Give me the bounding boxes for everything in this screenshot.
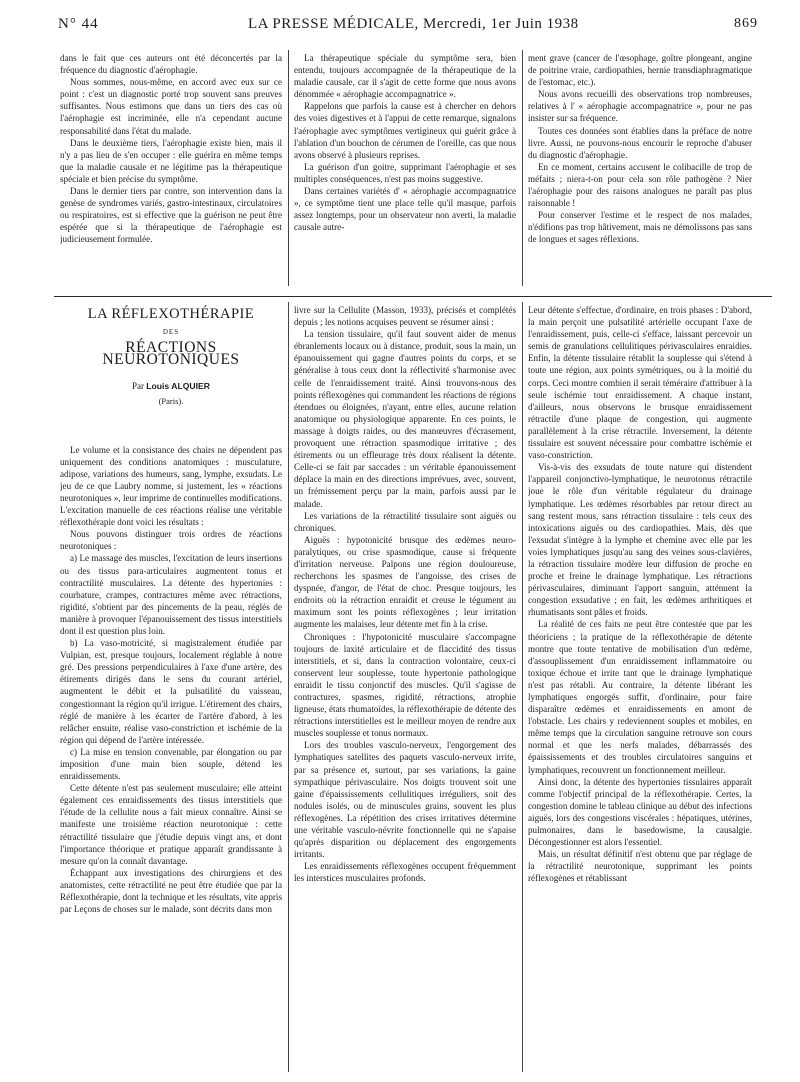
paragraph: Dans le dernier tiers par contre, son intervention dans la genèse de syndromes variés, gastro-intestinaux, circulatoires ou respiratoires, est si effective que la guérison ne peut être espérée que si la thérapeutique de l'aérophagie est judicieusement formulée. <box>60 186 282 245</box>
article-column-2 <box>294 304 516 1072</box>
column-rule <box>522 302 523 1072</box>
page-header <box>58 14 758 36</box>
article-title-line2: RÉACTIONS NEUROTONIQUES <box>102 339 240 369</box>
article-title-connector: DES <box>162 328 180 337</box>
author-location: (Paris). <box>158 396 184 407</box>
paragraph: Vis-à-vis des exsudats de toute nature qui distendent l'appareil conjonctivo-lymphatique, le neurotonus rétractile joue le rôle d'un véritable régulateur du drainage lymphatique. Les œdèmes résorbables par retour direct au sang restent mous, sans rétraction tissulaire : tels ceux des intoxications aiguës ou des cardiopathies. Mais, dès que l'exsudat s'intègre à la lymphe et chemine avec elle par les voies lymphatiques jusqu'au sang des veines sous-clavières, la rétraction tissulaire modère leur diffusion de proche en proche et freine le drainage lymphatique. Les rétractions périvasculaires, diminuant l'apport sanguin, atténuent la congestion exsudative ; en fait, les œdèmes arthritiques et rhumatisants sont pâles et froids. <box>528 462 752 618</box>
paragraph: Pour conserver l'estime et le respect de nos malades, n'édifions pas trop hâtivement, mais ne démolissons pas sans de longues et sages réflexions. <box>528 210 752 245</box>
section-divider <box>54 296 772 297</box>
column-rule <box>288 50 289 286</box>
paragraph: La thérapeutique spéciale du symptôme sera, bien entendu, toujours accompagnée de la thérapeutique de la maladie causale, car il s'agit de cette forme que nous avons dénommée « aérophagie accompagnatrice ». <box>294 53 516 100</box>
paragraph: Dans le deuxième tiers, l'aérophagie existe bien, mais il n'y a pas lieu de s'en occuper : elle guérira en même temps que la maladie causale et ne légitime pas la thérapeutique spéciale et bien précise du symptôme. <box>60 137 282 184</box>
paragraph: Le volume et la consistance des chairs ne dépendent pas uniquement des conditions anatomiques : musculature, adipose, variations des humeurs, sang, lymphe, exsudats. Le jeu de ce que Laubry nomme, si justement, les « réactions neurotoniques », leur imprime de continuelles modifications. L'excitation manuelle de ces réactions réalise une véritable réflexothérapie dont voici les résultats : <box>60 444 282 528</box>
paragraph: Chroniques : l'hypotonicité musculaire s'accompagne toujours de laxité articulaire et de flaccidité des tissus interstitiels, et si, dans la contraction volontaire, ceux-ci conservent leur souplesse, toute hypertonie pathologique enraidit le tissu conjonctif des muscles. Qu'il s'agisse de contractures, spasmes, rigidité, rétractions, atrophie ligneuse, états rhumatoïdes, la réflexothérapie de détente des rétractions interstitielles est le meilleur moyen de rendre aux muscles souplesse et tonus normaux. <box>294 631 516 739</box>
paragraph: dans le fait que ces auteurs ont été déconcertés par la fréquence du diagnostic d'aérophagie. <box>60 53 282 76</box>
paragraph: c) La mise en tension convenable, par élongation ou par imposition d'une main bien souple, détend les enraidissements. <box>60 746 282 782</box>
paragraph: a) Le massage des muscles, l'excitation de leurs insertions ou des tissus para-articulaires augmentent tonus et contractilité musculaires. La détente des hypertonies : courbature, crampes, contractures même avec rétractions, rigidité, s'obtient par des pincements de la peau, réglés de manière à provoquer l'épanouissement des tissus interstitiels dont il est question plus loin. <box>60 553 282 636</box>
article-title-block <box>60 308 282 408</box>
paragraph: Rappelons que parfois la cause est à chercher en dehors des voies digestives et à l'appui de cette remarque, signalons l'aérophagie avec symptômes vertigineux qui guérit grâce à l'ablation d'un bouchon de cérumen de l'oreille, cas que nous avons observé à plusieurs reprises. <box>294 101 516 160</box>
top-column-3 <box>528 52 752 292</box>
paragraph: ment grave (cancer de l'œsophage, goître plongeant, angine de poitrine vraie, cardiopathies, hernie transdiaphragmatique de l'estomac, etc.). <box>528 53 752 88</box>
paragraph: Toutes ces données sont établies dans la préface de notre livre. Aussi, ne pouvons-nous encourir le reproche d'abuser du diagnostic d'aérophagie. <box>528 125 752 160</box>
byline <box>60 380 282 392</box>
top-column-2 <box>294 52 516 292</box>
article-title-line1: LA RÉFLEXOTHÉRAPIE <box>87 306 255 322</box>
article-column-1 <box>60 304 282 1072</box>
paragraph: Leur détente s'effectue, d'ordinaire, en trois phases : D'abord, la main perçoit une pulsatilité artérielle occupant l'axe de l'enraidissement, puis, celle-ci s'efface, laissant percevoir un semis de granulations cellulitiques périvasculaires enraidies. Enfin, la détente tissulaire rétablit la souplesse qui s'étend à toute une région, aux points symétriques, ou à la moitié du corps. Ceci montre combien il serait téméraire d'attribuer à la seule ischémie tout enraidissement. A chaque instant, d'ailleurs, nous observons le brusque enraidissement rétractile d'une plaque de congestion, qui augmente parallèlement à la crise rétractile. Inversement, la détente tissulaire est souvent nécessaire pour combattre ischémie et vaso-constriction. <box>528 305 752 461</box>
paragraph: Mais, un résultat définitif n'est obtenu que par réglage de la rétractilité neurotonique, supprimant les points réflexogènes et rétablissant <box>528 849 752 884</box>
paragraph: Ainsi donc, la détente des hypertonies tissulaires apparaît comme l'objectif principal de la réflexothérapie. Certes, la congestion domine le tableau clinique au début des infections aiguës, lors des congestions viscérales : hépatiques, utérines, pulmonaires, dans le basedowisme, la causalgie. Décongestionner est alors l'essentiel. <box>528 776 752 848</box>
column-rule <box>522 50 523 286</box>
paragraph: Les variations de la rétractilité tissulaire sont aiguës ou chroniques. <box>294 510 516 533</box>
article-column-3 <box>528 304 752 1072</box>
paragraph: Cette détente n'est pas seulement musculaire; elle atteint également ces enraidissements des tissus interstitiels que l'étude de la cellulite nous a fait mieux connaître. Ainsi se manifeste une troisième réaction neurotonique : cette rétractilité tissulaire que j'étudie depuis vingt ans, et dont l'importance théorique et pratique apparaît grandissante à mesure qu'on la connaît davantage. <box>60 783 282 866</box>
page-number: 869 <box>734 16 758 31</box>
paragraph: La tension tissulaire, qu'il faut souvent aider de menus ébranlements locaux ou à distance, produit, sous la main, un épanouissement qui gagne d'autres points du corps, et se généralise à tous ceux dont la réflectivité s'harmonise avec celle de l'enraidissement traité. Ainsi trouvons-nous des points réflexogènes qui commandent les réactions de régions étendues ou éloignées, n'ayant, entre elles, aucune relation anatomique ou physiologique apparente. En ces points, le massage à doigts raides, ou des manœuvres d'écrasement, provoquent une rétraction spasmodique irritative ; des étirements ou un effleurage très doux réalisent la détente. Celle-ci se fait par saccades : un véritable épanouissement déplace la main en des directions imprévues, avec, souvent, un frémissement perçu par la main, parfois aussi par le malade. <box>294 329 516 509</box>
paragraph: Dans certaines variétés d' « aérophagie accompagnatrice », ce symptôme tient une place telle qu'il masque, parfois assez longtemps, pour un observateur non averti, la maladie causale autre- <box>294 186 516 233</box>
paragraph: En ce moment, certains accusent le colibacille de trop de méfaits ; niera-t-on pour cela son rôle pathogène ? Nier l'aérophagie pour des raisons analogues ne paraît pas plus raisonnable ! <box>528 161 752 209</box>
paragraph: La réalité de ces faits ne peut être contestée que par les théoriciens ; la pratique de la réflexothérapie de détente montre que toute tentative de mobilisation d'un œdème, d'assouplissement d'un enraidissement inflammatoire ou toxique échoue et irrite tant que le drainage lymphatique n'est pas rétabli. Au contraire, la détente libérant les lymphatiques engorgés suffit, d'ordinaire, pour faire disparaître œdèmes et enraidissements en amont de l'obstacle. Les chairs y redeviennent souples et mobiles, en même temps que la circulation sanguine retrouve son cours normal et que les nerfs malades, débarrassés des épaississements et des troubles circulatoires sanguins et lymphatiques, recouvrent un fonctionnement meilleur. <box>528 619 752 775</box>
issue-number: N° 44 <box>58 16 99 32</box>
author-name: Louis ALQUIER <box>146 381 210 392</box>
paragraph: Aiguës : hypotonicité brusque des œdèmes neuro-paralytiques, ou crise spasmodique, cause si fréquente d'irritation nerveuse. Palpons une région douloureuse, recherchons les spasmes de l'angoisse, des crises de dyspnée, d'angor, de l'état de choc. Presque toujours, les endroits où la rétraction enraidit et creuse le tégument au maximum sont les points réflexogènes ; leur irritation augmente les malaises, leur détente met fin à la crise. <box>294 534 516 630</box>
paragraph: Les enraidissements réflexogènes occupent fréquemment les interstices musculaires profonds. <box>294 861 516 884</box>
masthead: LA PRESSE MÉDICALE, Mercredi, 1er Juin 1938 <box>248 16 579 32</box>
paragraph: Nous sommes, nous-même, en accord avec eux sur ce point : c'est un diagnostic porté trop souvent sans preuves suffisantes. Nous estimons que dans un tiers des cas où l'aérophagie est incriminée, elle n'a cependant aucune responsabilité dans l'état du malade. <box>60 77 282 136</box>
paragraph: b) La vaso-motricité, si magistralement étudiée par Vulpian, est, presque toujours, localement réglable à notre gré. Des pressions perpendiculaires à l'axe d'une artère, des étirements dirigés dans le sens du courant artériel, augmentent le débit et la pulsatilité du vaisseau, congestionnant la région qu'il irrigue. L'étirement des chairs, réglé de manière à les écarter de l'artère d'abord, à les relâcher ensuite, réalise vaso-constriction et ischémie de la région qui dépend de l'artère intéressée. <box>60 638 282 745</box>
paragraph: Nous avons recueilli des observations trop nombreuses, relatives à l' « aérophagie accompagnatrice », pour ne pas insister sur sa fréquence. <box>528 89 752 124</box>
paragraph: Lors des troubles vasculo-nerveux, l'engorgement des lymphatiques satellites des paquets vasculo-nerveux irrite, par sa présence et, surtout, par ses variations, la gaine sympathique périvasculaire. Nos doigts trouvent soit une gaine d'épaississements cellulitiques irréguliers, soit des nodules isolés, ou de minuscules grains, souvent les plus réflexogènes. La répétition des crises irritatives détermine une véritable vasculo-névrite fonctionnelle qui ne s'apaise qu'après disparition ou déplacement des engorgements irritants. <box>294 740 516 860</box>
paragraph: La guérison d'un goitre, supprimant l'aérophagie et ses multiples conséquences, n'est pas moins suggestive. <box>294 161 516 184</box>
paragraph: livre sur la Cellulite (Masson, 1933), précisés et complétés depuis ; les notions acquises peuvent se résumer ainsi : <box>294 305 516 328</box>
paragraph: Nous pouvons distinguer trois ordres de réactions neurotoniques : <box>60 529 282 552</box>
paragraph: Échappant aux investigations des chirurgiens et des anatomistes, cette rétractilité ne peut être étudiée que par la Réflexothérapie, dont la technique et les résultats, vite appris par Leçons de choses sur le malade, sont décrits dans mon <box>60 867 282 915</box>
byline-prefix: Par <box>132 381 145 392</box>
column-rule <box>288 302 289 1072</box>
top-column-1 <box>60 52 282 292</box>
